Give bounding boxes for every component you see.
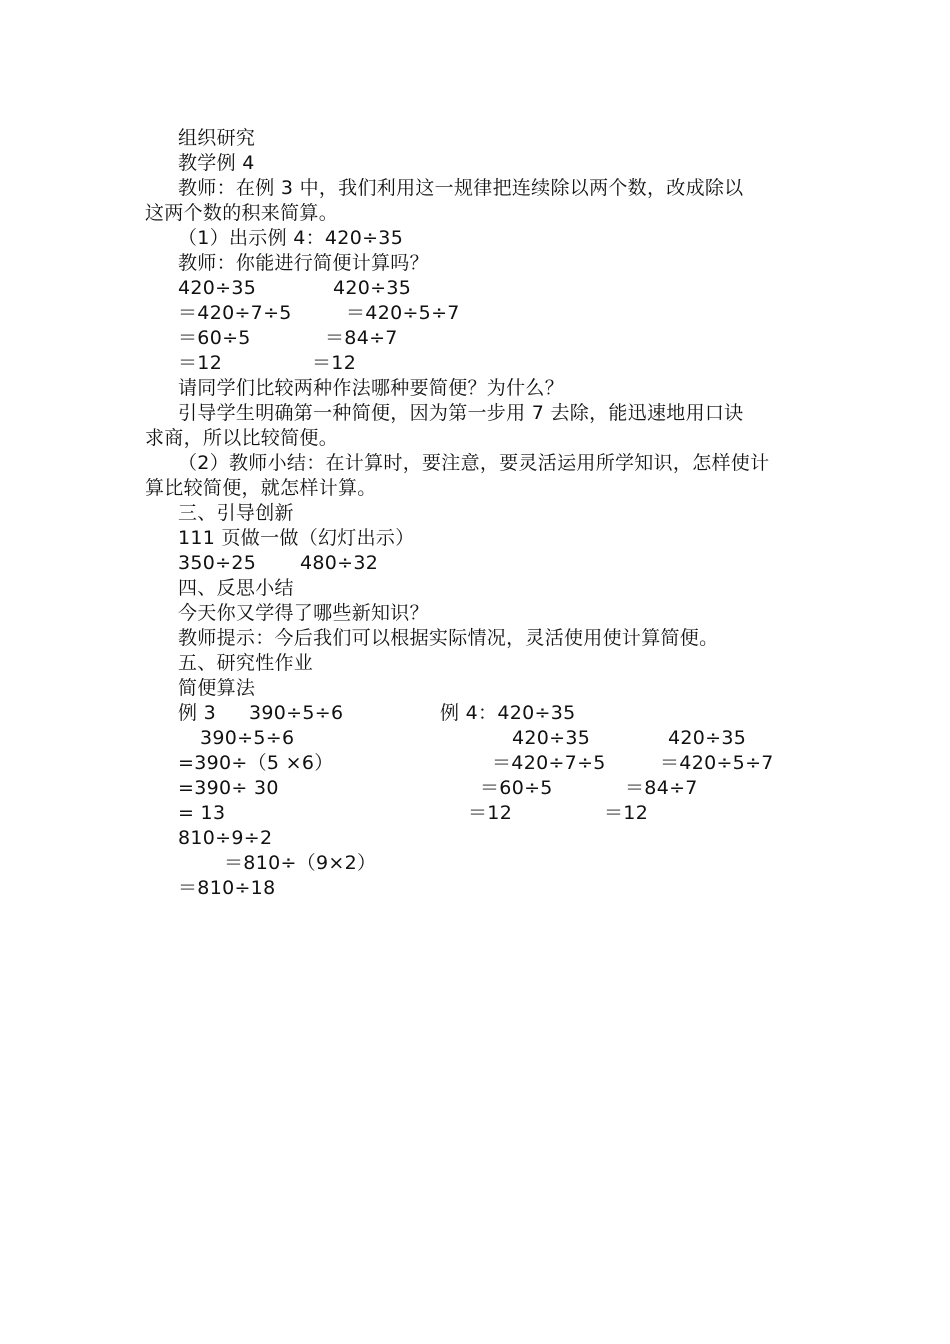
exercise-1: 350÷25 <box>178 552 257 574</box>
board-ex4b-line3: ＝84÷7 <box>625 777 698 799</box>
board-ex4a-line1: 420÷35 <box>512 727 591 749</box>
calc-b-result: ＝12 <box>312 352 357 374</box>
guide-line2: 求商，所以比较简便。 <box>145 427 339 449</box>
board-ex3-line1: 390÷5÷6 <box>200 727 295 749</box>
board-ex4b-line4: ＝12 <box>604 802 649 824</box>
section-heading-3: 三、引导创新 <box>178 502 294 524</box>
section-heading-5: 五、研究性作业 <box>178 652 314 674</box>
board-ex4a-line3: ＝60÷5 <box>480 777 553 799</box>
section-heading-4: 四、反思小结 <box>178 577 294 599</box>
calc-a-expr: 420÷35 <box>178 277 257 299</box>
calc-a-result: ＝12 <box>178 352 223 374</box>
exercise-intro: 111 页做一做（幻灯出示） <box>178 527 415 549</box>
board-ex4b-line1: 420÷35 <box>668 727 747 749</box>
reflect-question: 今天你又学得了哪些新知识？ <box>178 602 429 624</box>
calc-a-step2: ＝60÷5 <box>178 327 251 349</box>
calc-b-step1: ＝420÷5÷7 <box>346 302 460 324</box>
calc-b-expr: 420÷35 <box>333 277 412 299</box>
summary-line1: （2）教师小结：在计算时，要注意，要灵活运用所学知识，怎样使计 <box>178 452 770 474</box>
teacher-question: 教师：你能进行简便计算吗？ <box>178 252 429 274</box>
board-ex3-line3: =390÷ 30 <box>178 777 279 799</box>
board-ex3-line2: =390÷（5 ×6） <box>178 752 334 774</box>
heading-example-4: 教学例 4 <box>178 152 255 174</box>
board-example4-label: 例 4：420÷35 <box>440 702 576 724</box>
board-ex4b-line2: ＝420÷5÷7 <box>660 752 774 774</box>
calc-b-step2: ＝84÷7 <box>325 327 398 349</box>
paragraph-teacher-line1: 教师：在例 3 中，我们利用这一规律把连续除以两个数，改成除以 <box>178 177 744 199</box>
board-ex4a-line4: ＝12 <box>468 802 513 824</box>
board-ex4a-line2: ＝420÷7÷5 <box>492 752 606 774</box>
exercise-2: 480÷32 <box>300 552 379 574</box>
summary-line2: 算比较简便，就怎样计算。 <box>145 477 377 499</box>
calc-a-step1: ＝420÷7÷5 <box>178 302 292 324</box>
board-extra-expr: 810÷9÷2 <box>178 827 273 849</box>
teacher-hint: 教师提示：今后我们可以根据实际情况，灵活使用使计算简便。 <box>178 627 719 649</box>
step-show-example: （1）出示例 4：420÷35 <box>178 227 404 249</box>
board-example3-label: 例 3 <box>178 702 217 724</box>
board-extra-step2: ＝810÷18 <box>178 877 276 899</box>
guide-line1: 引导学生明确第一种简便，因为第一步用 7 去除，能迅速地用口诀 <box>178 402 744 424</box>
compare-question: 请同学们比较两种作法哪种要简便？为什么？ <box>178 377 565 399</box>
heading-organize-research: 组织研究 <box>178 127 256 149</box>
paragraph-teacher-line2: 这两个数的积来简算。 <box>145 202 339 224</box>
board-extra-step1: ＝810÷（9×2） <box>224 852 377 874</box>
board-title: 简便算法 <box>178 677 256 699</box>
board-example3-expr: 390÷5÷6 <box>249 702 344 724</box>
board-ex3-line4: = 13 <box>178 802 226 824</box>
